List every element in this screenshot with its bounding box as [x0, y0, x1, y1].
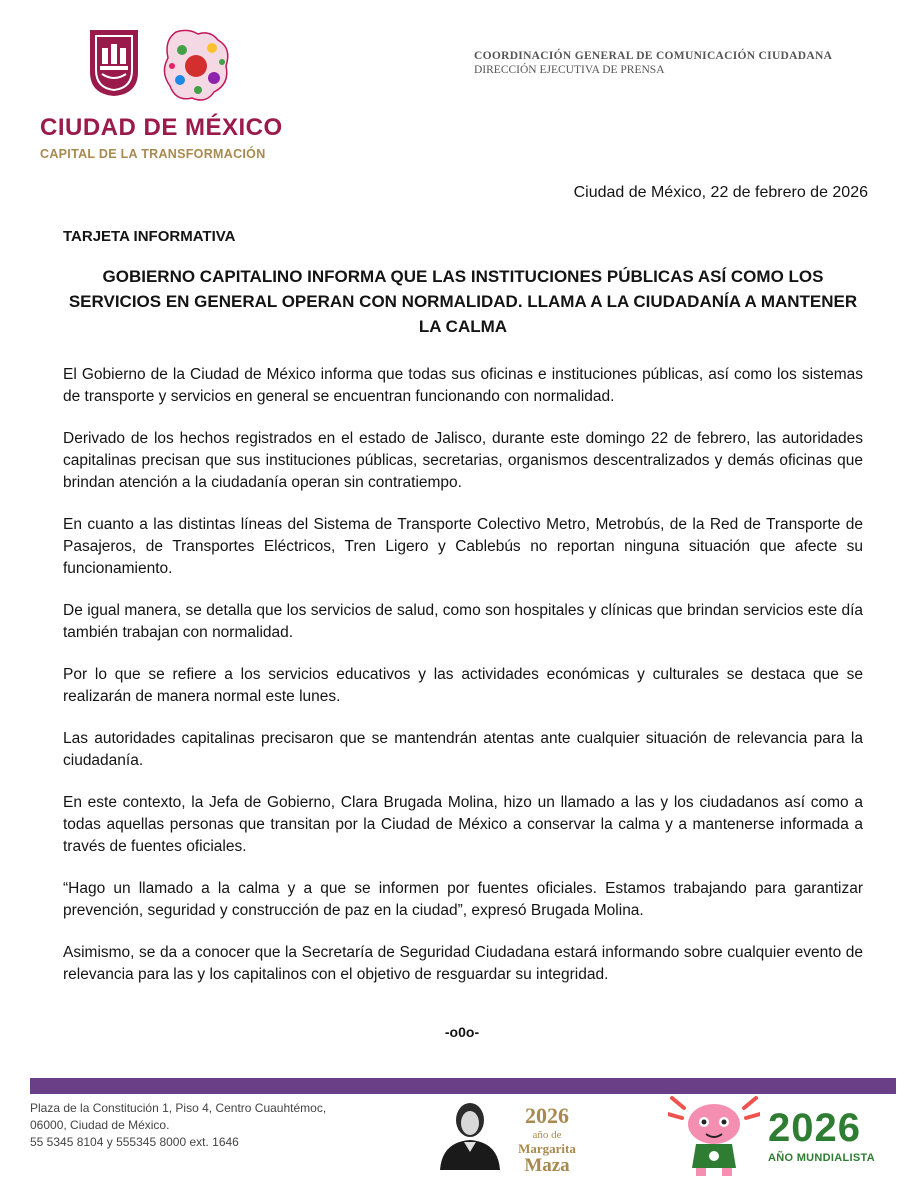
address-line: 55 5345 8104 y 555345 8000 ext. 1646 — [30, 1135, 239, 1149]
office-line-1: COORDINACIÓN GENERAL DE COMUNICACIÓN CIUDADANA — [474, 50, 833, 62]
portrait-icon — [432, 1098, 508, 1170]
paragraph: Asimismo, se da a conocer que la Secretaría de Seguridad Ciudadana estará informando sobre cualquier evento de relevancia para las y los capitalinos con el objetivo de resguardar su integridad. — [63, 944, 863, 983]
mundial-badge — [768, 1106, 896, 1164]
document-body — [63, 364, 863, 1006]
city-shield-icon — [88, 28, 140, 98]
mascot-icon — [668, 1094, 760, 1178]
anniversary-text: año de — [532, 1129, 562, 1141]
document-date: Ciudad de México, 22 de febrero de 2026 — [573, 184, 868, 201]
address-line: Plaza de la Constitución 1, Piso 4, Centro Cuauhtémoc, — [30, 1101, 327, 1115]
paragraph: En cuanto a las distintas líneas del Sistema de Transporte Colectivo Metro, Metrobús, de la Red de Transporte de Pasajeros, de Transportes Eléctricos, Tren Ligero y Cablebús no reportan ninguna situación que afecte su funcionamiento. — [63, 516, 863, 577]
card-label: TARJETA INFORMATIVA — [63, 228, 236, 245]
paragraph: Derivado de los hechos registrados en el estado de Jalisco, durante este domingo 22 de febrero, las autoridades capitalinas precisan que sus instituciones públicas, secretarias, organismos descentralizados y demás oficinas que brindan atención a la ciudadanía operan sin contratiempo. — [63, 430, 863, 491]
mundial-year: 2026 — [768, 1106, 861, 1150]
footer-bar — [30, 1078, 896, 1094]
paragraph: Por lo que se refiere a los servicios educativos y las actividades económicas y culturales se destaca que se realizarán de manera normal este lunes. — [63, 666, 863, 705]
office-line-2: DIRECCIÓN EJECUTIVA DE PRENSA — [474, 64, 665, 76]
anniversary-year: 2026 — [525, 1103, 569, 1128]
anniversary-badge — [512, 1104, 582, 1176]
closing-mark: -o0o- — [444, 1024, 480, 1040]
city-subtitle: CAPITAL DE LA TRANSFORMACIÓN — [40, 147, 266, 161]
paragraph: De igual manera, se detalla que los servicios de salud, como son hospitales y clínicas que brindan servicios este día también trabajan con normalidad. — [63, 602, 863, 641]
headline: GOBIERNO CAPITALINO INFORMA QUE LAS INSTITUCIONES PÚBLICAS ASÍ COMO LOS SERVICIOS EN GENERAL OPERAN CON NORMALIDAD. LLAMA A LA CIUDADANÍA A MANTENER LA CALMA — [68, 267, 858, 336]
footer-address — [30, 1100, 326, 1151]
city-map-icon — [158, 26, 236, 106]
anniversary-surname: Maza — [524, 1155, 570, 1176]
anniversary-name: Margarita — [518, 1141, 576, 1156]
paragraph: Las autoridades capitalinas precisaron que se mantendrán atentas ante cualquier situación de relevancia para la ciudadanía. — [63, 730, 863, 769]
city-logo — [40, 22, 290, 172]
address-line: 06000, Ciudad de México. — [30, 1118, 170, 1132]
paragraph: En este contexto, la Jefa de Gobierno, Clara Brugada Molina, hizo un llamado a las y los ciudadanos así como a todas aquellas personas que transitan por la Ciudad de México a conservar la calma y a mantenerse informada a través de fuentes oficiales. — [63, 794, 863, 855]
mundial-text: AÑO MUNDIALISTA — [768, 1152, 875, 1164]
office-header — [474, 50, 904, 76]
city-name: CIUDAD DE MÉXICO — [40, 114, 283, 141]
paragraph: “Hago un llamado a la calma y a que se informen por fuentes oficiales. Estamos trabajando para garantizar prevención, seguridad y construcción de paz en la ciudad”, expresó Brugada Molina. — [63, 880, 863, 919]
paragraph: El Gobierno de la Ciudad de México informa que todas sus oficinas e instituciones públicas, así como los sistemas de transporte y servicios en general se encuentran funcionando con normalidad. — [63, 366, 863, 405]
